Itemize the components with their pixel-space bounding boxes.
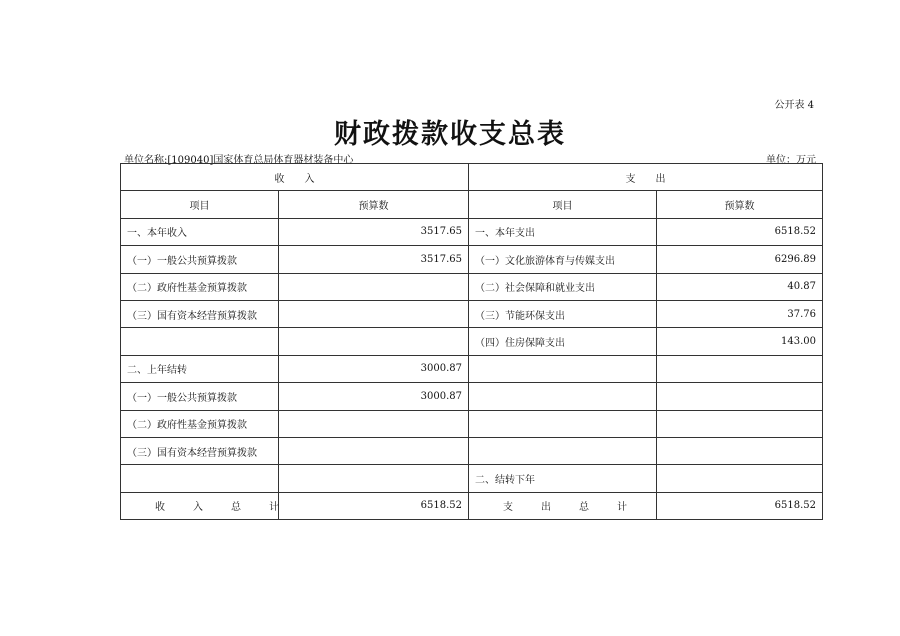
table-row bbox=[121, 383, 823, 410]
currency-unit: 单位：万元 bbox=[766, 155, 816, 166]
table-row bbox=[121, 328, 823, 355]
income-value: 3517.65 bbox=[279, 246, 469, 273]
income-value bbox=[279, 273, 469, 300]
expense-value: 37.76 bbox=[657, 300, 823, 327]
expense-header: 支 出 bbox=[469, 164, 823, 191]
income-item: （一）一般公共预算拨款 bbox=[121, 383, 279, 410]
expense-item: 一、本年支出 bbox=[469, 218, 657, 245]
expense-value bbox=[657, 410, 823, 437]
expense-value bbox=[657, 437, 823, 464]
income-item: （三）国有资本经营预算拨款 bbox=[121, 300, 279, 327]
income-item: （一）一般公共预算拨款 bbox=[121, 246, 279, 273]
unit-name: 单位名称:[109040]国家体育总局体育器材装备中心 bbox=[124, 155, 354, 166]
income-item: （三）国有资本经营预算拨款 bbox=[121, 437, 279, 464]
income-value bbox=[279, 410, 469, 437]
table-row bbox=[121, 218, 823, 245]
table-row bbox=[121, 273, 823, 300]
expense-item bbox=[469, 410, 657, 437]
expense-value: 6296.89 bbox=[657, 246, 823, 273]
expense-item bbox=[469, 437, 657, 464]
expense-item bbox=[469, 383, 657, 410]
expense-item bbox=[469, 355, 657, 382]
table-row bbox=[121, 465, 823, 492]
expense-total-label-cell bbox=[469, 492, 657, 519]
column-header-row bbox=[121, 191, 823, 218]
income-header: 收 入 bbox=[121, 164, 469, 191]
income-value: 3000.87 bbox=[279, 355, 469, 382]
income-value bbox=[279, 437, 469, 464]
income-item: 一、本年收入 bbox=[121, 218, 279, 245]
table-row bbox=[121, 410, 823, 437]
expense-total-value: 6518.52 bbox=[657, 492, 823, 519]
expense-item: （一）文化旅游体育与传媒支出 bbox=[469, 246, 657, 273]
table-row bbox=[121, 246, 823, 273]
totals-row bbox=[121, 492, 823, 519]
income-total-value: 6518.52 bbox=[279, 492, 469, 519]
expense-budget-header: 预算数 bbox=[657, 191, 823, 218]
budget-summary-table bbox=[120, 163, 823, 520]
income-item bbox=[121, 328, 279, 355]
income-value: 3517.65 bbox=[279, 218, 469, 245]
income-budget-header: 预算数 bbox=[279, 191, 469, 218]
expense-value bbox=[657, 355, 823, 382]
income-item: 二、上年结转 bbox=[121, 355, 279, 382]
income-value bbox=[279, 465, 469, 492]
form-number: 公开表 4 bbox=[774, 100, 814, 111]
income-item: （二）政府性基金预算拨款 bbox=[121, 410, 279, 437]
table-row bbox=[121, 355, 823, 382]
income-item-header: 项目 bbox=[121, 191, 279, 218]
expense-value: 143.00 bbox=[657, 328, 823, 355]
section-header-row bbox=[121, 164, 823, 191]
income-total-label-cell bbox=[121, 492, 307, 519]
income-total-label: 收入总计 bbox=[155, 502, 307, 514]
income-item: （二）政府性基金预算拨款 bbox=[121, 273, 279, 300]
income-item bbox=[121, 465, 279, 492]
income-value bbox=[279, 300, 469, 327]
expense-value: 40.87 bbox=[657, 273, 823, 300]
expense-value bbox=[657, 465, 823, 492]
expense-value bbox=[657, 383, 823, 410]
expense-value: 6518.52 bbox=[657, 218, 823, 245]
income-value: 3000.87 bbox=[279, 383, 469, 410]
expense-item: 二、结转下年 bbox=[469, 465, 657, 492]
expense-item: （四）住房保障支出 bbox=[469, 328, 657, 355]
income-value bbox=[279, 328, 469, 355]
table-row bbox=[121, 300, 823, 327]
expense-item-header: 项目 bbox=[469, 191, 657, 218]
expense-item: （三）节能环保支出 bbox=[469, 300, 657, 327]
expense-item: （二）社会保障和就业支出 bbox=[469, 273, 657, 300]
expense-total-label: 支出总计 bbox=[503, 502, 655, 514]
table-row bbox=[121, 437, 823, 464]
page-title: 财政拨款收支总表 bbox=[334, 119, 566, 150]
